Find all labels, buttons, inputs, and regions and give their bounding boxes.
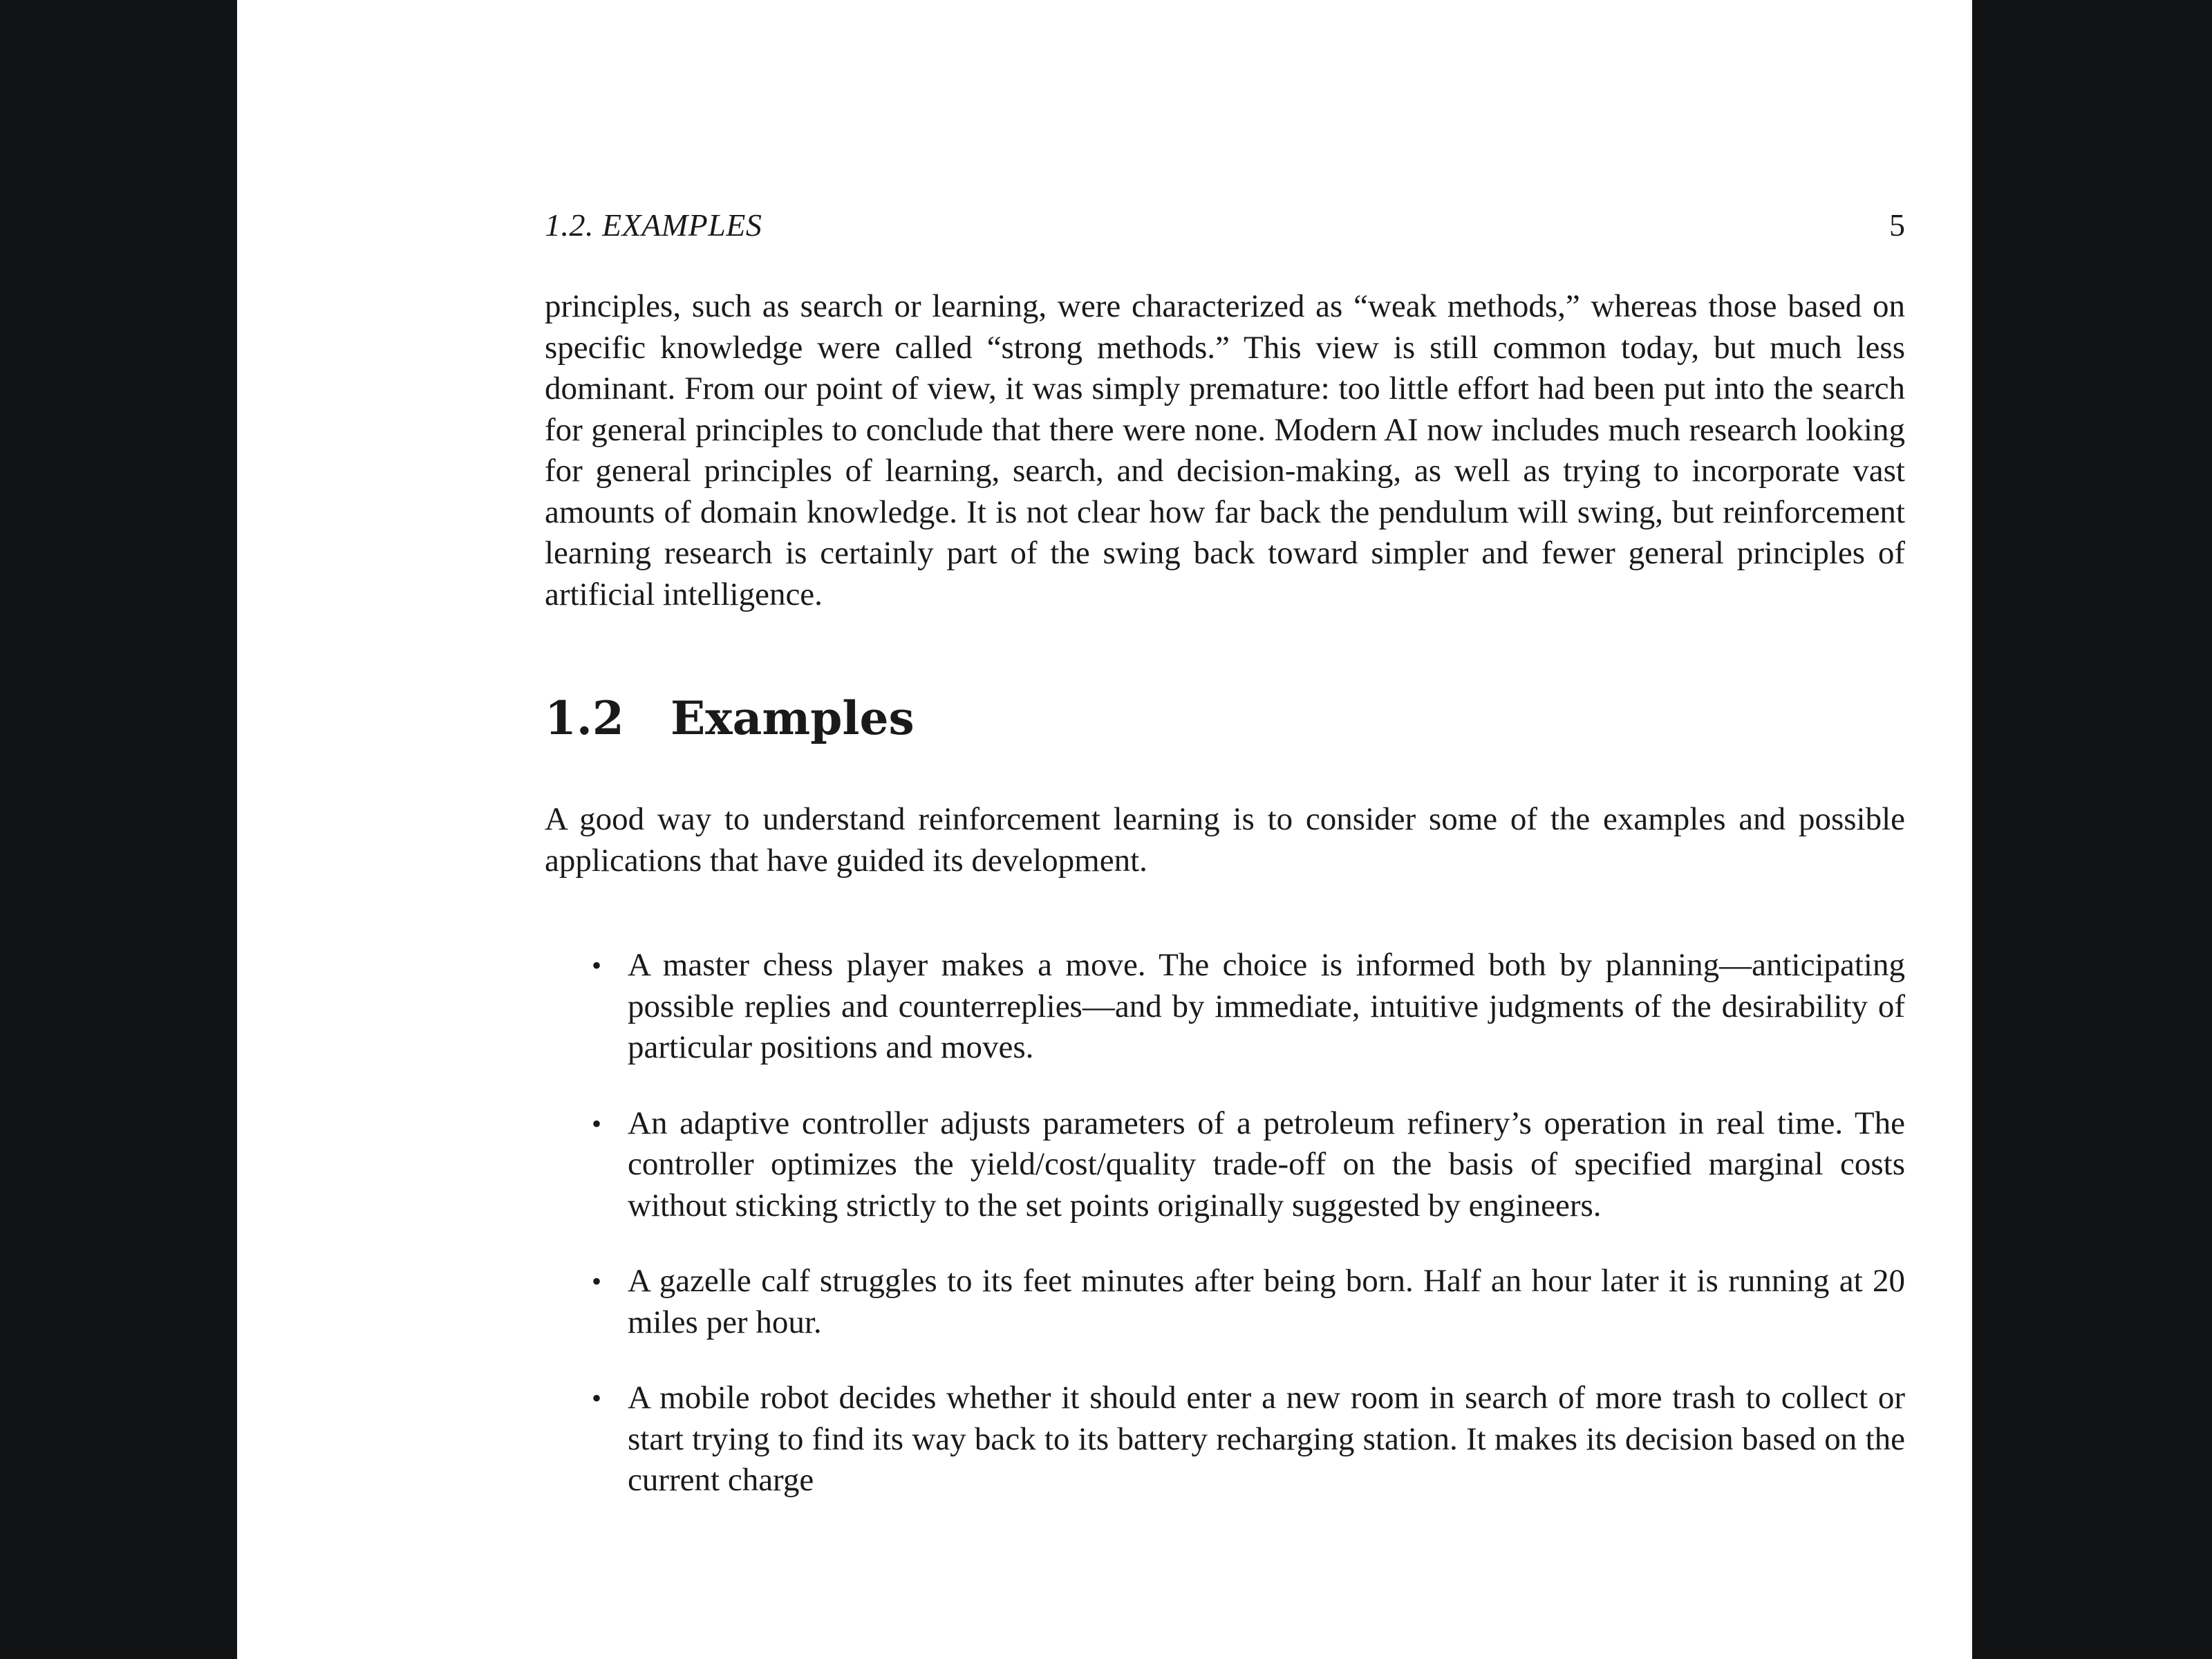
section-number: 1.2 — [545, 691, 624, 745]
bullet-icon: • — [592, 1382, 602, 1414]
list-item — [545, 1103, 1905, 1227]
running-header-section: 1.2. EXAMPLES — [545, 207, 762, 243]
examples-list — [545, 945, 1905, 1501]
list-item-text: A gazelle calf struggles to its feet minutes after being born. Half an hour later it is running at 20 miles per hour. — [628, 1263, 1905, 1340]
document-page — [237, 0, 1972, 1659]
bullet-icon: • — [592, 1266, 602, 1297]
bullet-icon: • — [592, 1107, 602, 1139]
bullet-icon: • — [592, 950, 602, 981]
section-heading — [545, 688, 1905, 748]
section-title: Examples — [671, 691, 915, 745]
running-header — [545, 200, 1905, 250]
page-content — [545, 200, 1905, 1536]
list-item — [545, 945, 1905, 1069]
list-item — [545, 1261, 1905, 1343]
continued-paragraph: principles, such as search or learning, were characterized as “weak methods,” whereas those based on specific knowledge were called “strong methods.” This view is still common today, but much less dominant. From our point of view, it was simply premature: too little effort had been put into the search for general principles to conclude that there were none. Modern AI now includes much research looking for general principles of learning, search, and decision-making, as well as trying to incorporate vast amounts of domain knowledge. It is not clear how far back the pendulum will swing, but reinforcement learning research is certainly part of the swing back toward simpler and fewer general principles of artificial intelligence. — [545, 288, 1905, 612]
list-item-text: An adaptive controller adjusts parameters of a petroleum refinery’s operation in real time. The controller optimizes the yield/cost/quality trade-off on the basis of specified marginal costs without sticking strictly to the set points originally suggested by engineers. — [628, 1105, 1905, 1224]
intro-paragraph: A good way to understand reinforcement learning is to consider some of the examples and possible applications that have guided its development. — [545, 801, 1905, 879]
list-item — [545, 1378, 1905, 1501]
list-item-text: A master chess player makes a move. The choice is informed both by planning—anticipating possible replies and counterreplies—and by immediate, intuitive judgments of the desirability of particular positions and moves. — [628, 947, 1905, 1065]
list-item-text: A mobile robot decides whether it should enter a new room in search of more trash to collect or start trying to find its way back to its battery recharging station. It makes its decision based on the current charge — [628, 1380, 1905, 1498]
page-number: 5 — [1889, 207, 1905, 243]
